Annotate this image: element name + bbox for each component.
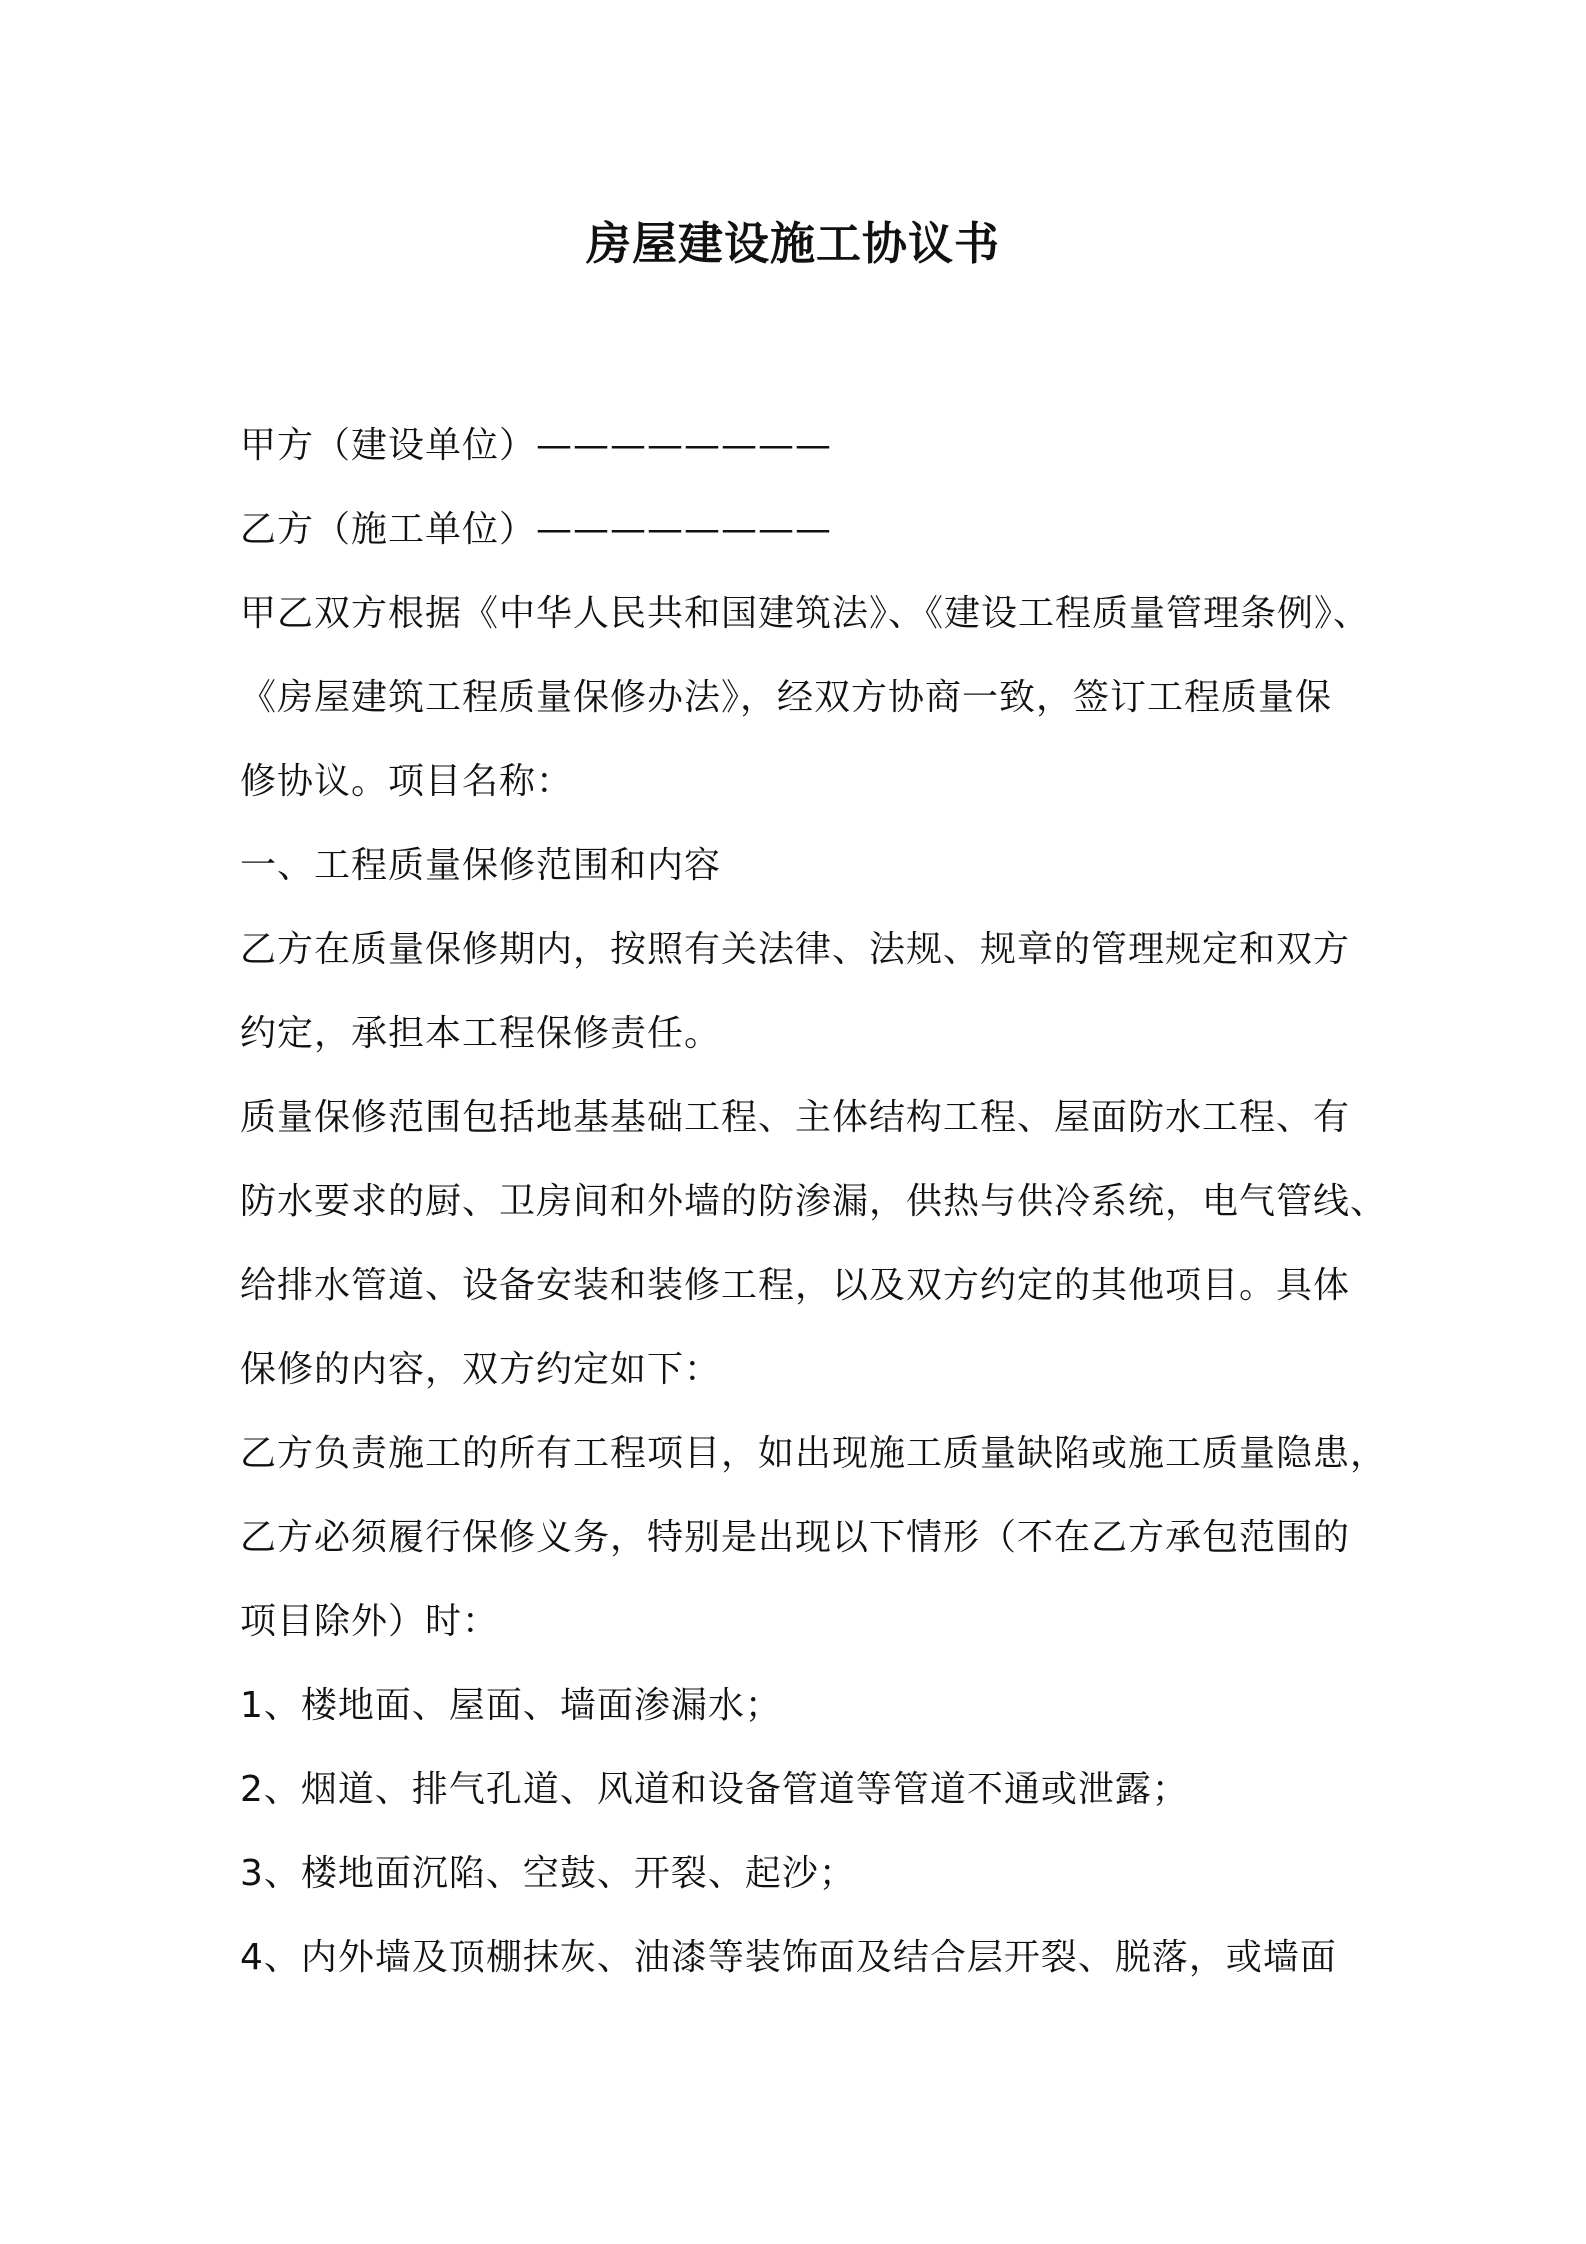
list-item: 4、内外墙及顶棚抹灰、油漆等装饰面及结合层开裂、脱落，或墙面 — [240, 1937, 1337, 1978]
paragraph-line: 乙方在质量保修期内，按照有关法律、法规、规章的管理规定和双方 — [240, 929, 1351, 970]
paragraph-line: 质量保修范围包括地基基础工程、主体结构工程、屋面防水工程、有 — [240, 1097, 1351, 1138]
paragraph-line: 约定，承担本工程保修责任。 — [240, 1013, 722, 1054]
party-a-line: 甲方（建设单位）———————— — [240, 425, 833, 466]
paragraph-line: 乙方必须履行保修义务，特别是出现以下情形（不在乙方承包范围的 — [240, 1517, 1351, 1558]
paragraph-line: 甲乙双方根据《中华人民共和国建筑法》、《建设工程质量管理条例》、 — [240, 593, 1371, 634]
paragraph-line: 乙方负责施工的所有工程项目，如出现施工质量缺陷或施工质量隐患， — [240, 1433, 1388, 1474]
paragraph-line: 给排水管道、设备安装和装修工程，以及双方约定的其他项目。具体 — [240, 1265, 1351, 1306]
paragraph-line: 保修的内容，双方约定如下： — [240, 1349, 722, 1390]
party-b-line: 乙方（施工单位）———————— — [240, 509, 833, 550]
paragraph-line: 防水要求的厨、卫房间和外墙的防渗漏，供热与供冷系统，电气管线、 — [240, 1181, 1388, 1222]
list-item: 2、烟道、排气孔道、风道和设备管道等管道不通或泄露； — [240, 1769, 1189, 1810]
document-body — [240, 404, 1388, 2000]
paragraph-line: 《房屋建筑工程质量保修办法》，经双方协商一致，签订工程质量保 — [240, 677, 1333, 718]
list-item: 3、楼地面沉陷、空鼓、开裂、起沙； — [240, 1853, 856, 1894]
document-title: 房屋建设施工协议书 — [585, 217, 1000, 270]
paragraph-line: 项目除外）时： — [240, 1601, 500, 1642]
paragraph-line: 修协议。项目名称： — [240, 761, 574, 802]
section-heading: 一、工程质量保修范围和内容 — [240, 845, 722, 886]
list-item: 1、楼地面、屋面、墙面渗漏水； — [240, 1685, 782, 1726]
